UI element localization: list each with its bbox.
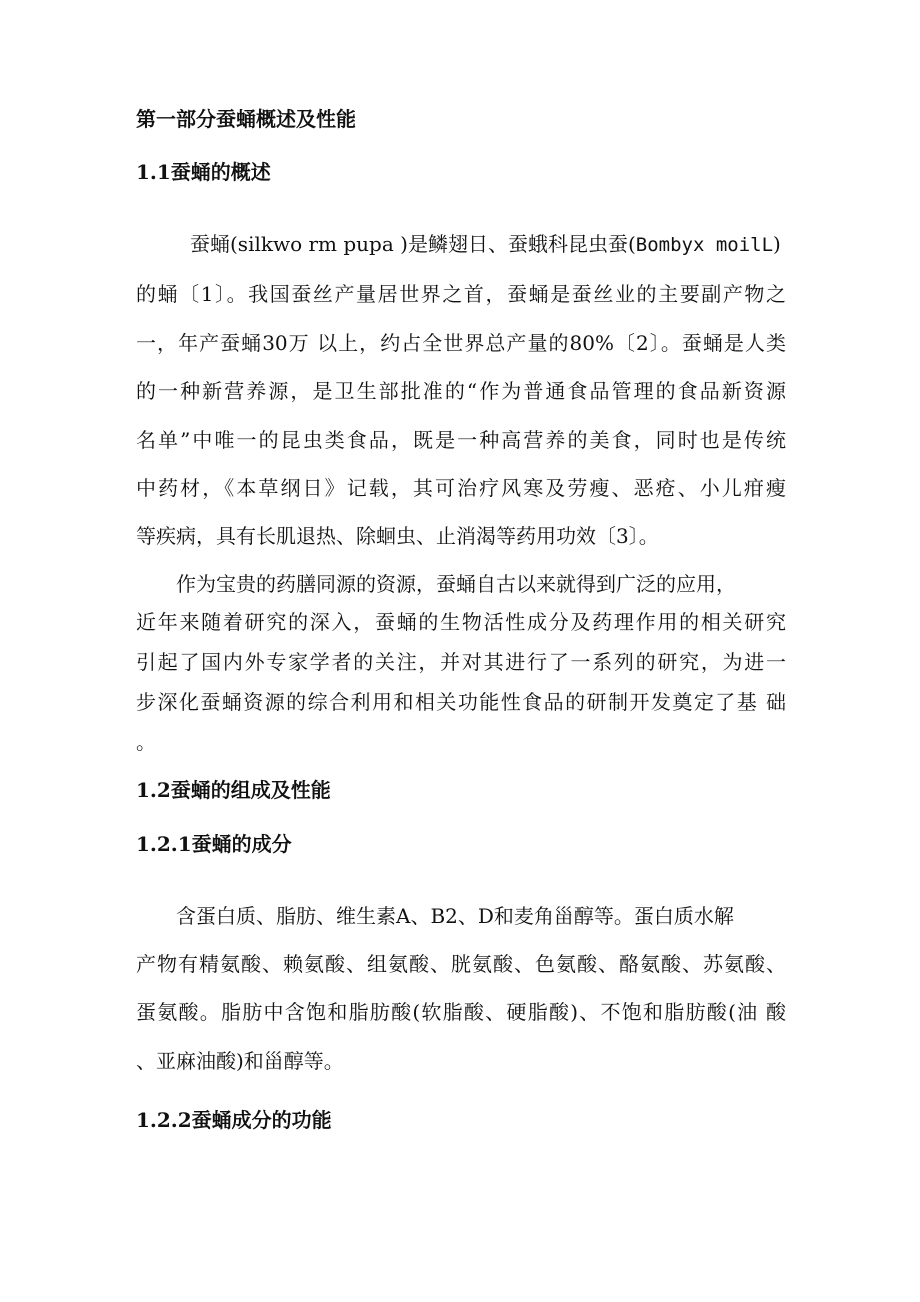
para1-line2: 的蛹〔1〕。我国蚕丝产量居世界之首，蚕蛹是蚕丝业的主要副产物之 [136,282,786,306]
para1-line7: 等疾病，具有长肌退热、除蛔虫、止消渴等药用功效〔3〕。 [136,524,659,548]
section-heading-1-2: 1.2蚕蛹的组成及性能 [136,778,331,802]
para3-line4: 、亚麻油酸)和甾醇等。 [136,1049,344,1073]
para1-latin-name: Bombyx moilL [635,234,774,256]
section-heading-1-2-1: 1.2.1蚕蛹的成分 [136,832,292,856]
para2-line3: 引起了国内外专家学者的关注，并对其进行了一系列的研究，为进一 [136,650,786,674]
part-heading: 第一部分蚕蛹概述及性能 [136,107,356,131]
para3-line3: 蛋氨酸。脂肪中含饱和脂肪酸(软脂酸、硬脂酸)、不饱和脂肪酸(油 酸 [136,1000,786,1024]
para1-line6: 中药材，《本草纲日》记载，其可治疗风寒及劳瘦、恶疮、小儿疳瘦 [136,476,786,500]
para1-line1 [190,230,781,259]
para1-line5: 名单”中唯一的昆虫类食品，既是一种高营养的美食，同时也是传统 [136,428,786,452]
para1-line3: 一，年产蚕蛹30万 以上，约占全世界总产量的80%〔2〕。蚕蛹是人类 [136,331,786,355]
para1-line1-close: ) [773,232,781,256]
para2-line5: 。 [136,730,156,754]
para3-line1: 含蛋白质、脂肪、维生素A、B2、D和麦角甾醇等。蛋白质水解 [176,904,734,928]
para1-line1-text: 蚕蛹(silkwo rm pupa )是鳞翅日、蚕蛾科昆虫蚕( [190,232,636,256]
para3-line2: 产物有精氨酸、赖氨酸、组氨酸、胱氨酸、色氨酸、酪氨酸、苏氨酸、 [136,952,786,976]
section-heading-1-1: 1.1蚕蛹的概述 [136,160,271,184]
section-heading-1-2-2: 1.2.2蚕蛹成分的功能 [136,1108,332,1132]
para2-line4: 步深化蚕蛹资源的综合利用和相关功能性食品的研制开发奠定了基 础 [136,690,786,714]
para1-line4: 的一种新营养源，是卫生部批准的“作为普通食品管理的食品新资源 [136,379,786,403]
para2-line1: 作为宝贵的药膳同源的资源，蚕蛹自古以来就得到广泛的应用， [176,572,736,596]
para2-line2: 近年来随着研究的深入，蚕蛹的生物活性成分及药理作用的相关研究 [136,610,786,634]
